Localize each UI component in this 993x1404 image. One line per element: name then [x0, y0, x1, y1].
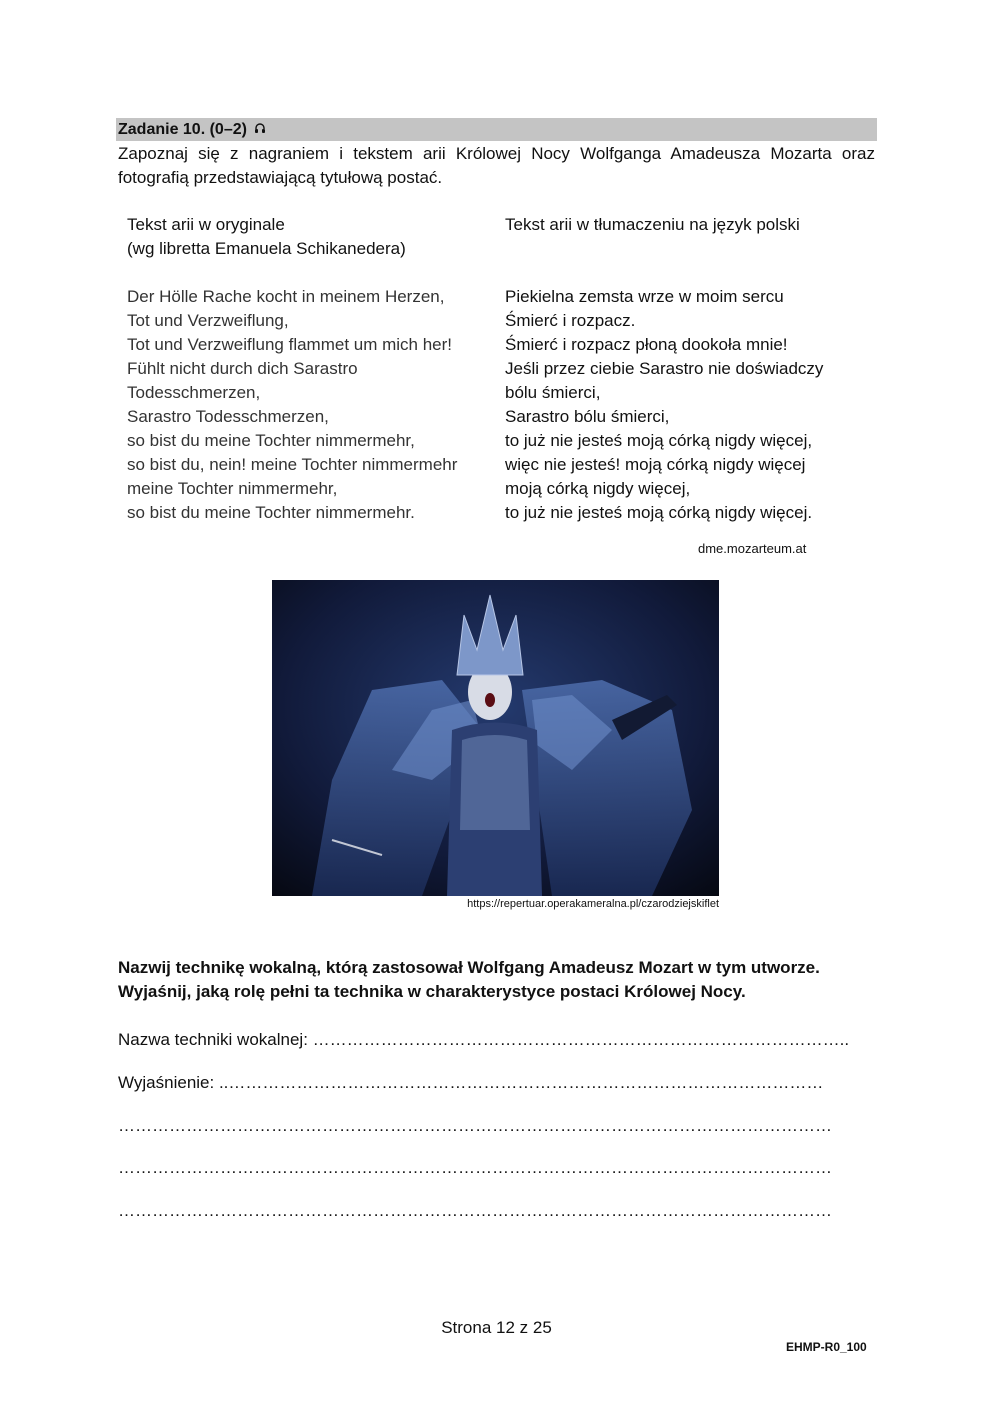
translation-line: to już nie jesteś moją córką nigdy więcej.	[505, 503, 813, 522]
original-line: so bist du meine Tochter nimmermehr,	[127, 431, 415, 450]
answer-blank-line[interactable]: ………………………………………………………………………………………………………………	[118, 1158, 832, 1177]
original-line: meine Tochter nimmermehr,	[127, 479, 338, 498]
lyrics-source: dme.mozarteum.at	[698, 541, 807, 556]
translation-line: więc nie jesteś! moją córką nigdy więcej	[505, 455, 806, 474]
translation-line: Piekielna zemsta wrze w moim sercu	[505, 287, 784, 306]
explanation-answer-field[interactable]: Wyjaśnienie: ..……………………………………………………………………………………………	[118, 1073, 824, 1092]
translation-line: Śmierć i rozpacz płoną dookoła mnie!	[505, 335, 788, 354]
original-line: Sarastro Todesschmerzen,	[127, 407, 329, 426]
question	[118, 956, 878, 1004]
translation-line: to już nie jesteś moją córką nigdy więcej,	[505, 431, 813, 450]
translation-lyrics-column	[505, 213, 875, 525]
task-intro: Zapoznaj się z nagraniem i tekstem arii Królowej Nocy Wolfganga Amadeusza Mozarta oraz fotografią przedstawiającą tytułową postać.	[118, 144, 875, 187]
translation-line: bólu śmierci,	[505, 383, 601, 402]
answer-blank-line[interactable]: ………………………………………………………………………………………………………………	[118, 1116, 832, 1135]
original-line: Tot und Verzweiflung,	[127, 311, 289, 330]
technique-answer-field[interactable]: Nazwa techniki wokalnej: …………………………………………………………………………………..	[118, 1030, 850, 1049]
translation-line: Sarastro bólu śmierci,	[505, 407, 670, 426]
translation-line: moją córką nigdy więcej,	[505, 479, 691, 498]
original-line: Todesschmerzen,	[127, 383, 261, 402]
translation-heading: Tekst arii w tłumaczeniu na język polski	[505, 215, 800, 234]
original-subheading: (wg libretta Emanuela Schikanedera)	[127, 239, 406, 258]
exam-code: EHMP-R0_100	[786, 1340, 867, 1354]
translation-line: Śmierć i rozpacz.	[505, 311, 636, 330]
task-header	[116, 118, 877, 141]
original-lyrics-column	[127, 213, 497, 525]
original-heading: Tekst arii w oryginale	[127, 215, 285, 234]
original-line: so bist du, nein! meine Tochter nimmermehr	[127, 455, 458, 474]
original-line: Der Hölle Rache kocht in meinem Herzen,	[127, 287, 445, 306]
answer-blank-line[interactable]: ………………………………………………………………………………………………………………	[118, 1201, 832, 1220]
original-line: so bist du meine Tochter nimmermehr.	[127, 503, 415, 522]
original-line: Tot und Verzweiflung flammet um mich her!	[127, 335, 453, 354]
translation-line: Jeśli przez ciebie Sarastro nie doświadczy	[505, 359, 824, 378]
question-line-2: Wyjaśnij, jaką rolę pełni ta technika w charakterystyce postaci Królowej Nocy.	[118, 982, 746, 1001]
photo-source: https://repertuar.operakameralna.pl/czarodziejskiflet	[467, 898, 719, 910]
task-title: Zadanie 10. (0–2)	[118, 121, 247, 138]
question-line-1: Nazwij technikę wokalną, którą zastosował Wolfgang Amadeusz Mozart w tym utworze.	[118, 958, 820, 977]
original-line: Fühlt nicht durch dich Sarastro	[127, 359, 358, 378]
page-number: Strona 12 z 25	[441, 1318, 552, 1337]
queen-of-night-photo	[272, 580, 719, 896]
headphones-icon	[254, 118, 266, 141]
